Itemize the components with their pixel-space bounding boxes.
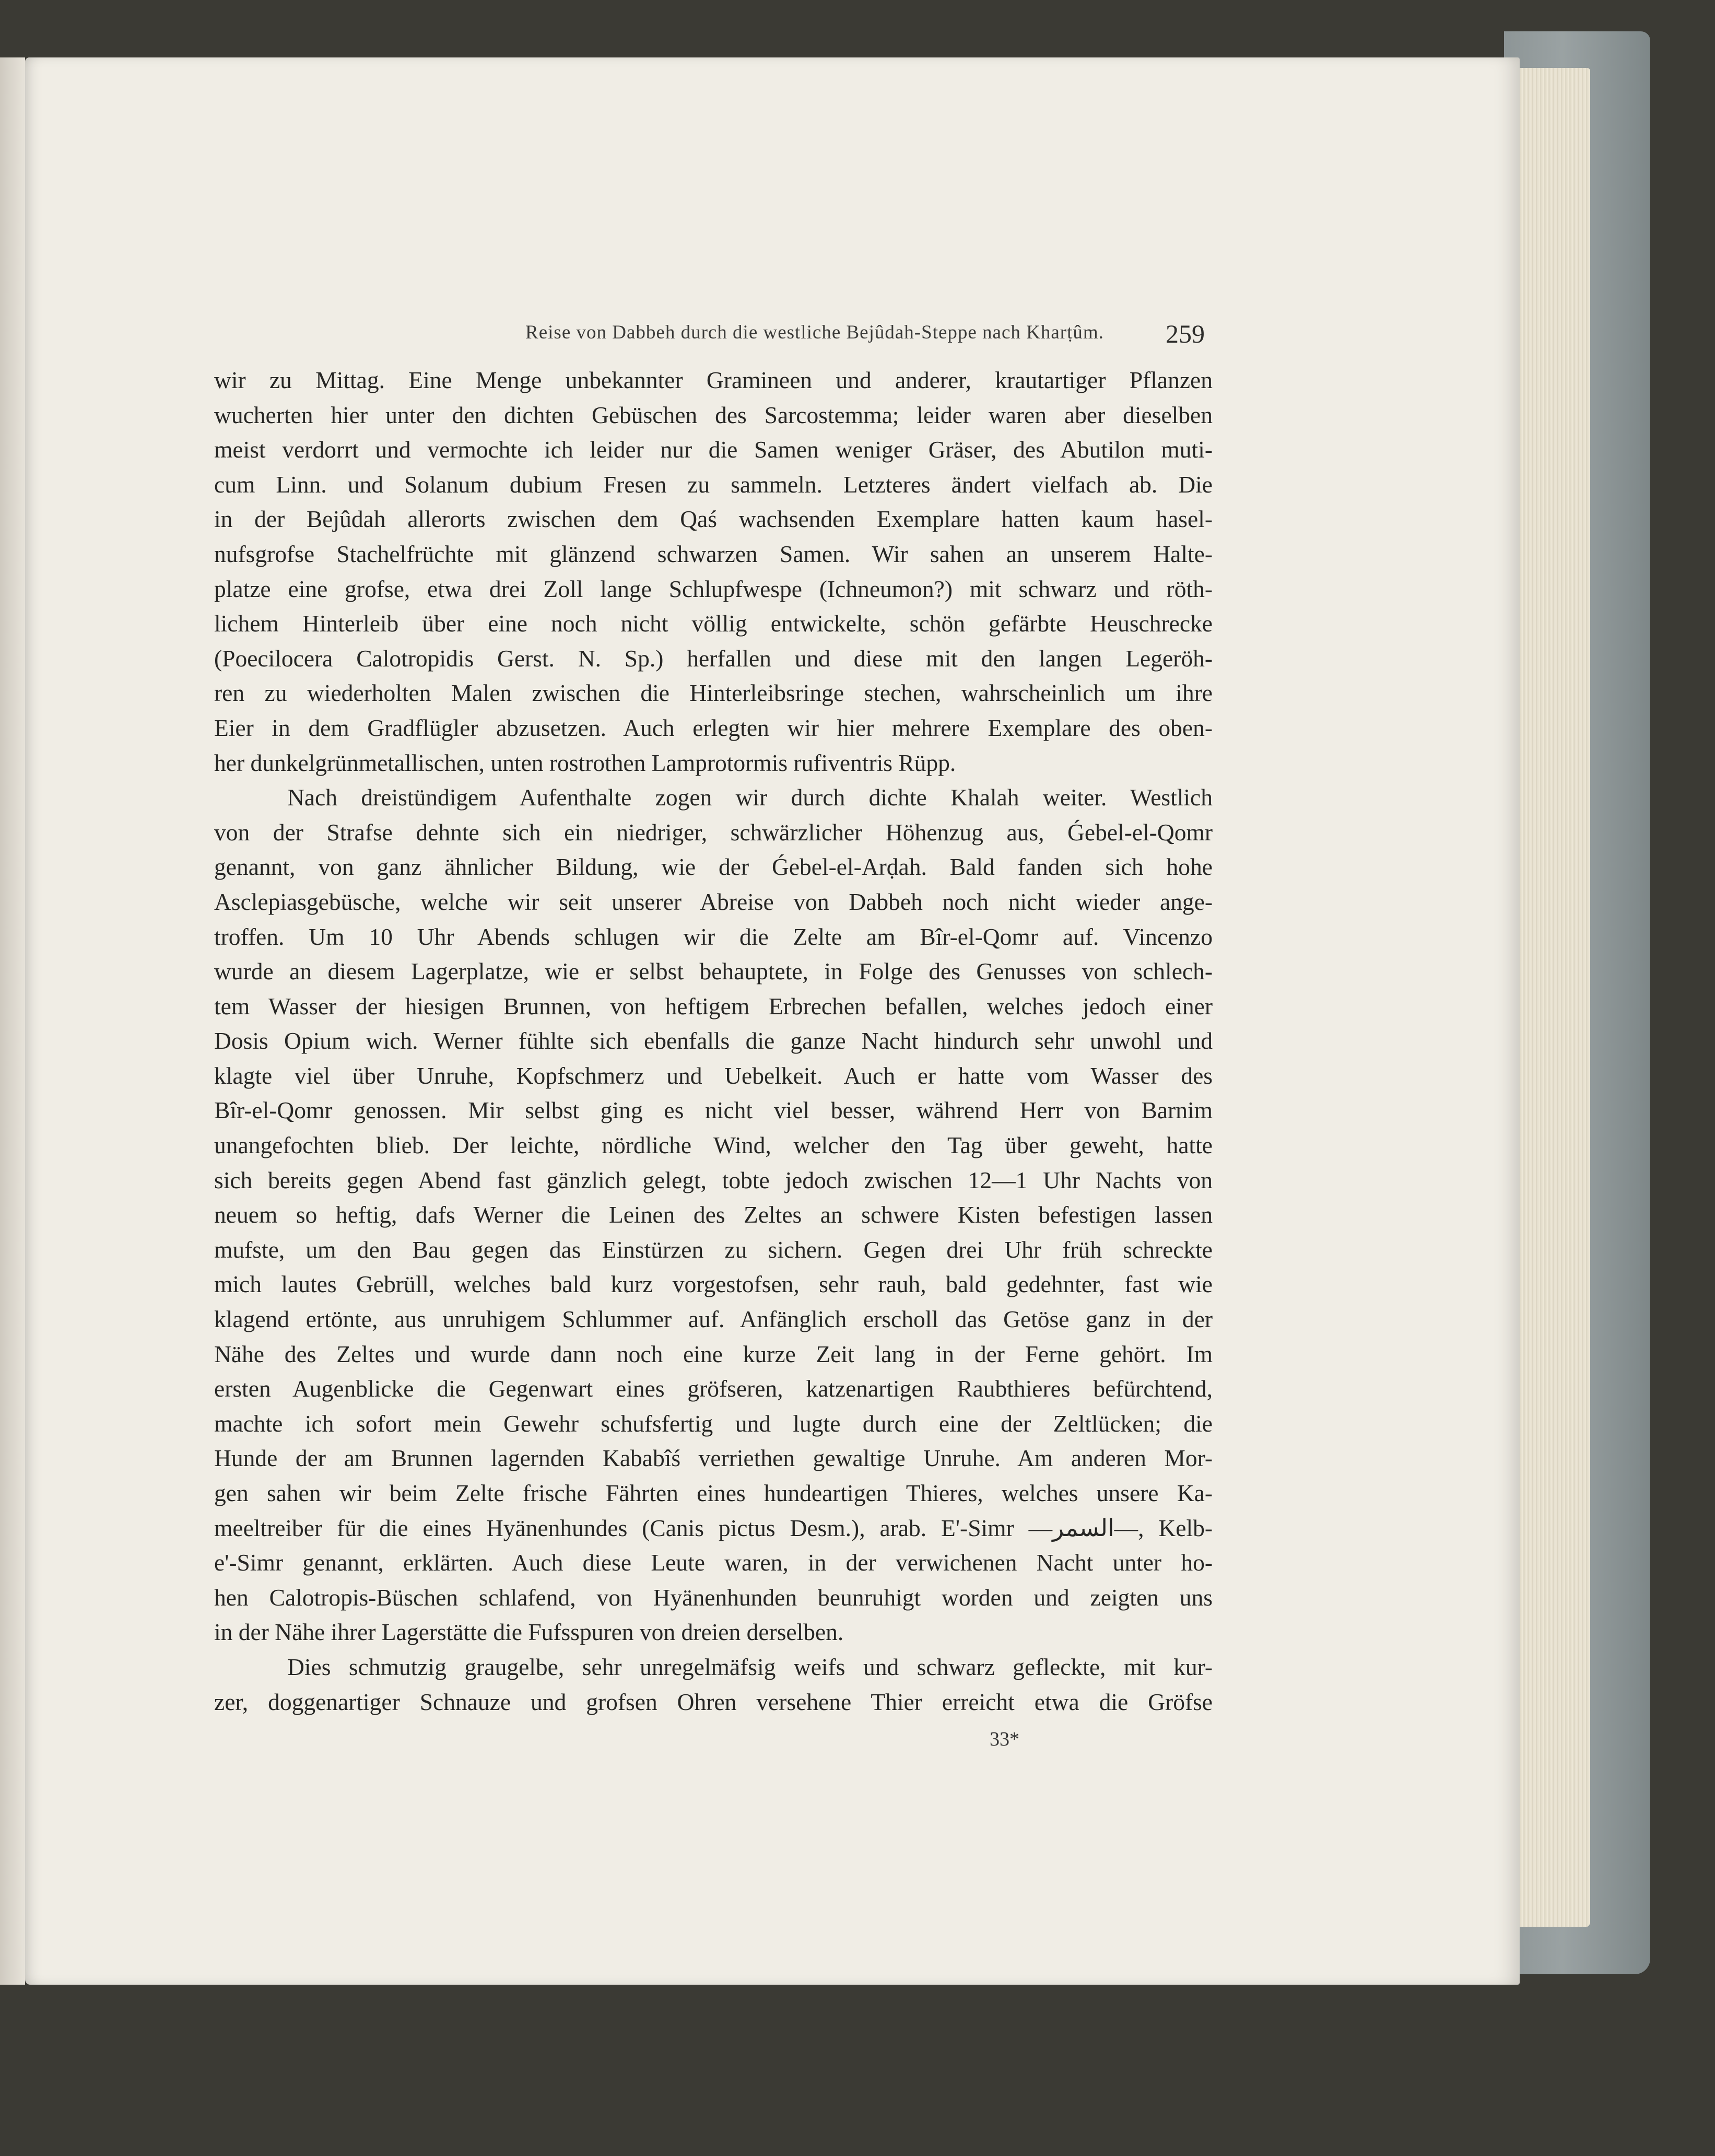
text-line: lichem Hinterleib über eine noch nicht völlig entwickelte, schön gefärbte Heuschrecke [214, 610, 1213, 637]
text-line: unangefochten blieb. Der leichte, nördliche Wind, welcher den Tag über geweht, hatte [214, 1132, 1213, 1159]
text-line: klagte viel über Unruhe, Kopfschmerz und Uebelkeit. Auch er hatte vom Wasser des [214, 1062, 1213, 1089]
text-line: (Poecilocera Calotropidis Gerst. N. Sp.) herfallen und diese mit den langen Legeröh- [214, 645, 1213, 672]
text-line: meeltreiber für die eines Hyänenhundes (Canis pictus Desm.), arab. E'-Simr —السمر—, Kelb- [214, 1514, 1213, 1541]
text-line: cum Linn. und Solanum dubium Fresen zu sammeln. Letzteres ändert vielfach ab. Die [214, 471, 1213, 498]
text-line: Dies schmutzig graugelbe, sehr unregelmäfsig weifs und schwarz gefleckte, mit kur- [287, 1653, 1213, 1680]
text-line: Bîr-el-Qomr genossen. Mir selbst ging es nicht viel besser, während Herr von Barnim [214, 1097, 1213, 1124]
text-line: hen Calotropis-Büschen schlafend, von Hyänenhunden beunruhigt worden und zeigten uns [214, 1584, 1213, 1611]
signature-mark: 33* [990, 1728, 1019, 1750]
left-page-edge [0, 57, 25, 1985]
text-line: Nähe des Zeltes und wurde dann noch eine kurze Zeit lang in der Ferne gehört. Im [214, 1340, 1213, 1367]
text-line: Dosis Opium wich. Werner fühlte sich ebenfalls die ganze Nacht hindurch sehr unwohl und [214, 1027, 1213, 1054]
text-line: Hunde der am Brunnen lagernden Kababîś verriethen gewaltige Unruhe. Am anderen Mor- [214, 1445, 1213, 1472]
text-line: neuem so heftig, dafs Werner die Leinen des Zeltes an schwere Kisten befestigen lassen [214, 1201, 1213, 1228]
text-line: troffen. Um 10 Uhr Abends schlugen wir die Zelte am Bîr-el-Qomr auf. Vincenzo [214, 923, 1213, 950]
text-line: wir zu Mittag. Eine Menge unbekannter Gramineen und anderer, krautartiger Pflanzen [214, 367, 1213, 393]
text-line: ersten Augenblicke die Gegenwart eines gröfseren, katzenartigen Raubthieres befürchtend, [214, 1375, 1213, 1402]
text-line: her dunkelgrünmetallischen, unten rostrothen Lamprotormis rufiventris Rüpp. [214, 749, 956, 776]
text-line: mufste, um den Bau gegen das Einstürzen zu sichern. Gegen drei Uhr früh schreckte [214, 1236, 1213, 1263]
text-line: Eier in dem Gradflügler abzusetzen. Auch erlegten wir hier mehrere Exemplare des oben- [214, 714, 1213, 741]
text-line: machte ich sofort mein Gewehr schufsfertig und lugte durch eine der Zeltlücken; die [214, 1410, 1213, 1437]
text-line: wurde an diesem Lagerplatze, wie er selbst behauptete, in Folge des Genusses von schlech- [214, 958, 1213, 985]
text-line: klagend ertönte, aus unruhigem Schlummer auf. Anfänglich erscholl das Getöse ganz in der [214, 1306, 1213, 1333]
text-line: meist verdorrt und vermochte ich leider nur die Samen weniger Gräser, des Abutilon muti- [214, 436, 1213, 463]
text-line: e'-Simr genannt, erklärten. Auch diese Leute waren, in der verwichenen Nacht unter ho- [214, 1549, 1213, 1576]
text-line: in der Nähe ihrer Lagerstätte die Fufsspuren von dreien derselben. [214, 1619, 844, 1646]
page-number: 259 [1166, 319, 1205, 348]
text-line: Nach dreistündigem Aufenthalte zogen wir durch dichte Khalah weiter. Westlich [287, 784, 1213, 811]
text-line: zer, doggenartiger Schnauze und grofsen Ohren versehene Thier erreicht etwa die Gröfse [214, 1688, 1213, 1715]
text-line: sich bereits gegen Abend fast gänzlich gelegt, tobte jedoch zwischen 12—1 Uhr Nachts von [214, 1166, 1213, 1193]
text-line: wucherten hier unter den dichten Gebüschen des Sarcostemma; leider waren aber dieselben [214, 401, 1213, 428]
body-text [214, 363, 1213, 1719]
text-line: nufsgrofse Stachelfrüchte mit glänzend schwarzen Samen. Wir sahen an unserem Halte- [214, 540, 1213, 567]
running-head: Reise von Dabbeh durch die westliche Bejûdah-Steppe nach Kharṭûm. [525, 322, 1104, 343]
text-line: Asclepiasgebüsche, welche wir seit unserer Abreise von Dabbeh noch nicht wieder ange- [214, 888, 1213, 915]
text-line: mich lautes Gebrüll, welches bald kurz vorgestofsen, sehr rauh, bald gedehnter, fast wie [214, 1271, 1213, 1298]
page-block-edge [1517, 68, 1590, 1927]
text-line: von der Strafse dehnte sich ein niedriger, schwärzlicher Höhenzug aus, Ǵebel-el-Qomr [214, 818, 1213, 846]
text-line: genannt, von ganz ähnlicher Bildung, wie der Ǵebel-el-Arḍah. Bald fanden sich hohe [214, 853, 1213, 881]
text-line: in der Bejûdah allerorts zwischen dem Qaś wachsenden Exemplare hatten kaum hasel- [214, 506, 1213, 533]
text-line: ren zu wiederholten Malen zwischen die Hinterleibsringe stechen, wahrscheinlich um ihre [214, 679, 1213, 707]
text-line: tem Wasser der hiesigen Brunnen, von heftigem Erbrechen befallen, welches jedoch einer [214, 992, 1213, 1020]
text-line: platze eine grofse, etwa drei Zoll lange Schlupfwespe (Ichneumon?) mit schwarz und röth- [214, 575, 1213, 602]
text-line: gen sahen wir beim Zelte frische Fährten eines hundeartigen Thieres, welches unsere Ka- [214, 1480, 1213, 1506]
